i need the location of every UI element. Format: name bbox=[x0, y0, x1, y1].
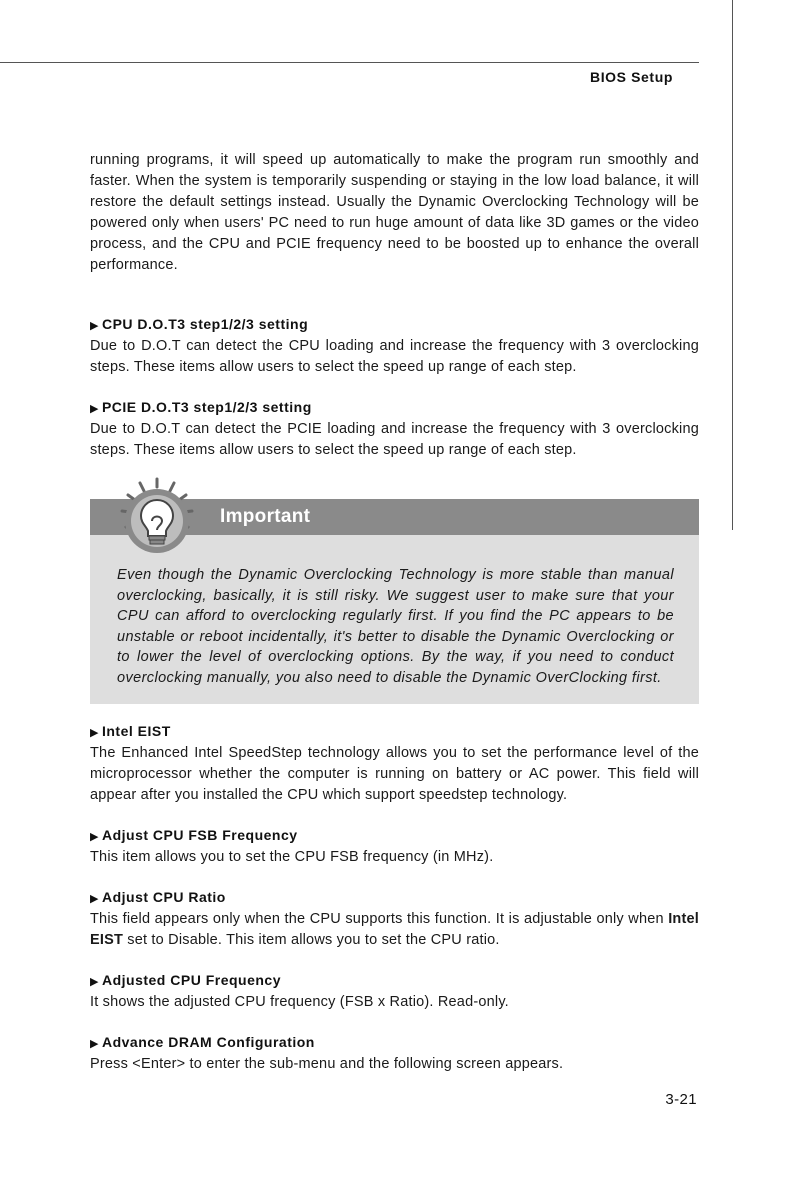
section-title: ▶ CPU D.O.T3 step1/2/3 setting bbox=[90, 316, 309, 332]
page-number: 3-21 bbox=[665, 1091, 697, 1108]
section-body: It shows the adjusted CPU frequency (FSB x Ratio). Read-only. bbox=[90, 994, 509, 1010]
page-content bbox=[90, 150, 699, 1075]
arrow-right-icon: ▶ bbox=[90, 727, 99, 739]
section-adjust-ratio bbox=[90, 887, 699, 951]
section-intel-eist bbox=[90, 721, 699, 806]
section-body: This field appears only when the CPU supports this function. It is adjustable only when Intel EIST set to Disable. This item allows you to set the CPU ratio. bbox=[90, 911, 699, 948]
lightbulb-icon bbox=[112, 473, 202, 563]
section-title: ▶ Adjust CPU FSB Frequency bbox=[90, 827, 298, 843]
arrow-right-icon: ▶ bbox=[90, 403, 99, 415]
section-title: ▶ PCIE D.O.T3 step1/2/3 setting bbox=[90, 399, 312, 415]
header-rule bbox=[0, 62, 699, 63]
section-body: Press <Enter> to enter the sub-menu and the following screen appears. bbox=[90, 1056, 564, 1072]
section-body: The Enhanced Intel SpeedStep technology allows you to set the performance level of the microprocessor whether the computer is running on battery or AC power. This field will appear after you installed the CPU which support speedstep technology. bbox=[90, 745, 699, 803]
important-note-box bbox=[90, 499, 699, 704]
section-title: ▶ Adjusted CPU Frequency bbox=[90, 972, 281, 988]
section-title: ▶ Adjust CPU Ratio bbox=[90, 889, 226, 905]
margin-rule bbox=[732, 0, 733, 530]
section-cpu-dot3 bbox=[90, 314, 699, 378]
section-pcie-dot3 bbox=[90, 397, 699, 461]
section-title: ▶ Advance DRAM Configuration bbox=[90, 1034, 315, 1050]
inline-term: Intel EIST bbox=[90, 911, 699, 948]
section-title: ▶ Intel EIST bbox=[90, 723, 171, 739]
section-body: Due to D.O.T can detect the CPU loading and increase the frequency with 3 overclocking steps. These items allow users to select the speed up range of each step. bbox=[90, 338, 699, 375]
important-text: Even though the Dynamic Overclocking Technology is more stable than manual overclocking, basically, it is still risky. We suggest user to make sure that your CPU can afford to overclocking regularly first. If you find the PC appears to be unstable or reboot incidentally, it's better to disable the Dynamic Overclocking or to lower the level of overclocking options. By the way, if you need to conduct overclocking manually, you also need to disable the Dynamic OverClocking first. bbox=[117, 567, 674, 686]
section-adjusted-frequency bbox=[90, 970, 699, 1013]
arrow-right-icon: ▶ bbox=[90, 320, 99, 332]
section-adjust-fsb bbox=[90, 825, 699, 868]
section-advance-dram bbox=[90, 1032, 699, 1075]
section-body: This item allows you to set the CPU FSB frequency (in MHz). bbox=[90, 849, 494, 865]
section-body: Due to D.O.T can detect the PCIE loading and increase the frequency with 3 overclocking steps. These items allow users to select the speed up range of each step. bbox=[90, 421, 699, 458]
page-header-title: BIOS Setup bbox=[589, 69, 673, 85]
arrow-right-icon: ▶ bbox=[90, 976, 99, 988]
arrow-right-icon: ▶ bbox=[90, 1038, 99, 1050]
intro-paragraph: running programs, it will speed up automatically to make the program run smoothly and faster. When the system is temporarily suspending or staying in the low load balance, it will restore the default settings instead. Usually the Dynamic Overclocking Technology will be powered only when users' PC need to run huge amount of data like 3D games or the video process, and the CPU and PCIE frequency need to be boosted up to enhance the overall performance. bbox=[90, 152, 699, 273]
arrow-right-icon: ▶ bbox=[90, 893, 99, 905]
arrow-right-icon: ▶ bbox=[90, 831, 99, 843]
important-label: Important bbox=[220, 506, 311, 527]
